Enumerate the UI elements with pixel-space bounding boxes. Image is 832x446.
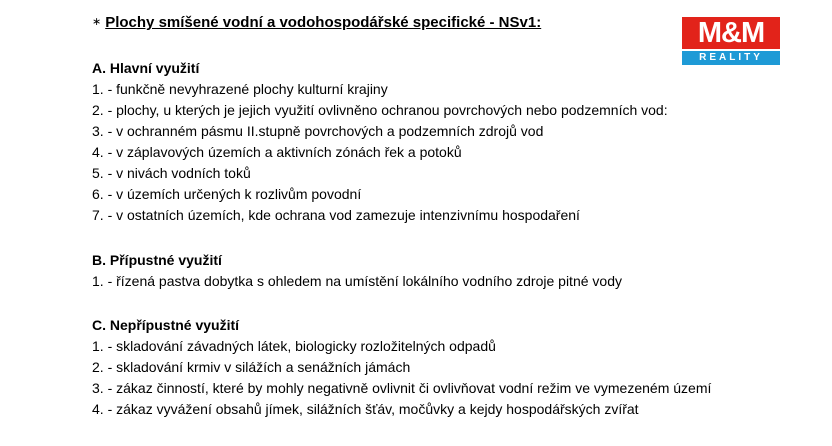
list-item: 2. - skladování krmiv v silážích a senážních jámách xyxy=(92,359,411,375)
page-title-text: Plochy smíšené vodní a vodohospodářské specifické - NSv1: xyxy=(105,14,542,31)
list-item: 4. - v záplavových územích a aktivních zónách řek a potoků xyxy=(92,144,462,160)
list-item: 3. - zákaz činností, které by mohly negativně ovlivnit či ovlivňovat vodní režim ve vymezeném území xyxy=(92,380,712,396)
list-item: 1. - řízená pastva dobytka s ohledem na umístění lokálního vodního zdroje pitné vody xyxy=(92,273,622,289)
section-heading: A. Hlavní využití xyxy=(92,60,200,76)
list-item: 5. - v nivách vodních toků xyxy=(92,165,251,181)
section-permitted-use xyxy=(92,250,622,292)
list-item: 3. - v ochranném pásmu II.stupně povrchových a podzemních zdrojů vod xyxy=(92,123,544,139)
list-item: 2. - plochy, u kterých je jejich využití ovlivněno ochranou povrchových nebo podzemních vod: xyxy=(92,102,668,118)
list-item: 1. - funkčně nevyhrazené plochy kulturní krajiny xyxy=(92,81,388,97)
section-heading: B. Přípustné využití xyxy=(92,252,222,268)
page-title xyxy=(92,14,541,31)
company-logo xyxy=(682,17,780,65)
list-item: 7. - v ostatních územích, kde ochrana vod zamezuje intenzivnímu hospodaření xyxy=(92,207,580,223)
list-item: 4. - zákaz vyvážení obsahů jímek, silážních šťáv, močůvky a kejdy hospodářských zvířat xyxy=(92,401,639,417)
section-main-use xyxy=(92,58,668,226)
logo-tagline: REALITY xyxy=(682,51,780,65)
section-heading: C. Nepřípustné využití xyxy=(92,317,240,333)
logo-brand: M&M xyxy=(682,17,780,49)
list-item: 1. - skladování závadných látek, biologicky rozložitelných odpadů xyxy=(92,338,496,354)
asterisk-marker: ∗ xyxy=(92,16,102,28)
section-prohibited-use xyxy=(92,315,711,420)
list-item: 6. - v územích určených k rozlivům povodní xyxy=(92,186,362,202)
